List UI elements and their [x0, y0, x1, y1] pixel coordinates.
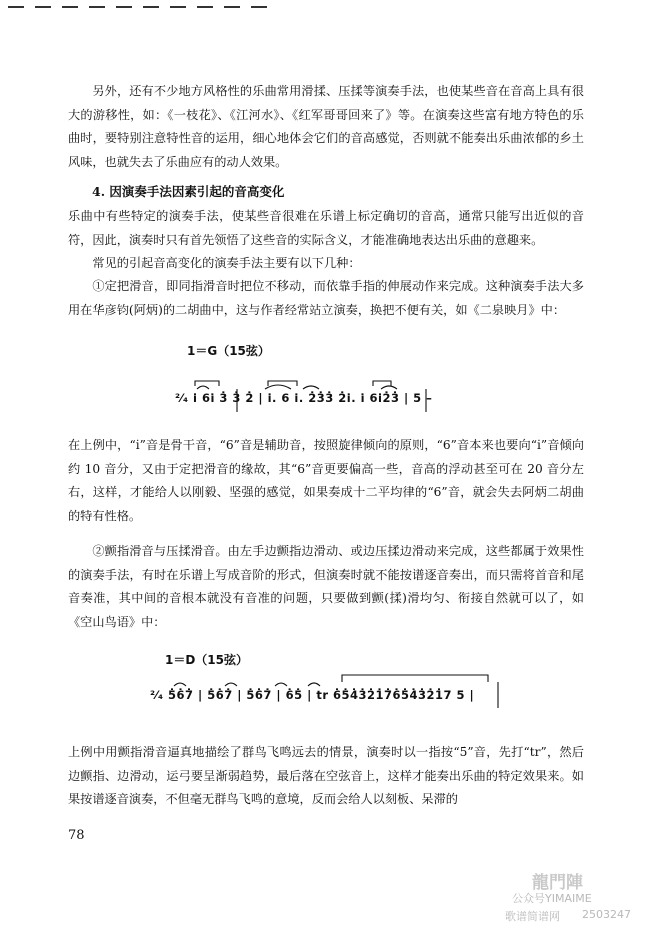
paragraph-example2-analysis: 上例中用颤指滑音逼真地描绘了群鸟飞鸣远去的情景，演奏时以一指按“5̇”音，先打“tr”，然后边颤指、边滑动，运弓要呈渐弱趋势，最后落在空弦音上，这样才能奏出乐曲的特定效果来。如果按谱逐音演奏，不但毫无群鸟飞鸣的意境，反而会给人以刻板、呆滞的	[68, 745, 584, 806]
watermark-footer: 歌谱简谱网	[505, 910, 560, 923]
example1-key: 1＝G（15弦）	[187, 344, 270, 358]
watermark-account: 公众号YIMAIME	[512, 892, 592, 905]
watermark-logo: 龍門陣	[532, 873, 583, 893]
example2-key: 1＝D（15弦）	[165, 653, 249, 667]
paragraph-special-techniques: 乐曲中有些特定的演奏手法，使某些音很难在乐谱上标定确切的音高，通常只能写出近似的音符，因此，演奏时只有首先领悟了这些音的实际含义，才能准确地表达出乐曲的意趣来。	[68, 209, 584, 247]
top-dashed-rule	[8, 6, 268, 8]
paragraph-common-techniques: 常见的引起音高变化的演奏手法主要有以下几种：	[92, 256, 361, 270]
paragraph-trill-glide: ②颤指滑音与压揉滑音。由左手边颤指边滑动、或边压揉边滑动来完成，这些都属于效果性的演奏手法，有时在乐谱上写成音阶的形式，但演奏时就不能按谱逐音奏出，而只需将首音和尾音奏准，其中间的音根本就没有音准的问题，只要做到颤(揉)滑均匀、衔接自然就可以了，如《空山鸟语》中：	[68, 544, 584, 629]
page-number: 78	[68, 828, 85, 843]
section-heading: 4. 因演奏手法因素引起的音高变化	[92, 184, 285, 199]
example2-notation: ²⁄₄ 5̇6̇7̇ | 5̇6̇7̇ | 5̇6̇7̇ | 6̇5̇ | tr 6̇5̇4̇3̇2̇1̇7̇6̇5̇4̇3̇2̇1̇7 5 |	[150, 672, 510, 712]
paragraph-fixed-position-glide: ①定把滑音，即同指滑音时把位不移动，而依靠手指的伸展动作来完成。这种演奏手法大多用在华彦钧(阿炳)的二胡曲中，这与作者经常站立演奏，换把不便有关，如《二泉映月》中：	[68, 279, 584, 317]
paragraph-regional-styles: 另外，还有不少地方风格性的乐曲常用滑揉、压揉等演奏手法，也使某些音在音高上具有很大的游移性，如：《一枝花》、《江河水》、《红军哥哥回来了》等。在演奏这些富有地方特色的乐曲时，要特别注意特性音的运用，细心地体会它们的音高感觉，否则就不能奏出乐曲浓郁的乡土风味，也就失去了乐曲应有的动人效果。	[68, 84, 584, 169]
watermark-id: 2503247	[582, 908, 631, 921]
example1-notation: ²⁄₄ i̇ 6i̇ 3̇ 3̇ 2̇ | i̇. 6 i̇. 2̇3̇3̇ 2̇i̇. i̇ 6i̇2̇3̇ | 5 –	[175, 380, 475, 414]
paragraph-example1-analysis: 在上例中，“i̇”音是骨干音，“6”音是辅助音，按照旋律倾向的原则，“6”音本来也要向“i̇”音倾向约 10 音分，又由于定把滑音的缘故，其“6”音更要偏高一些，音高的浮动甚至可在 20 音分左右，这样，才能给人以刚毅、坚强的感觉，如果奏成十二平均律的“6”音，就会失去阿炳二胡曲的特有性格。	[68, 438, 584, 523]
